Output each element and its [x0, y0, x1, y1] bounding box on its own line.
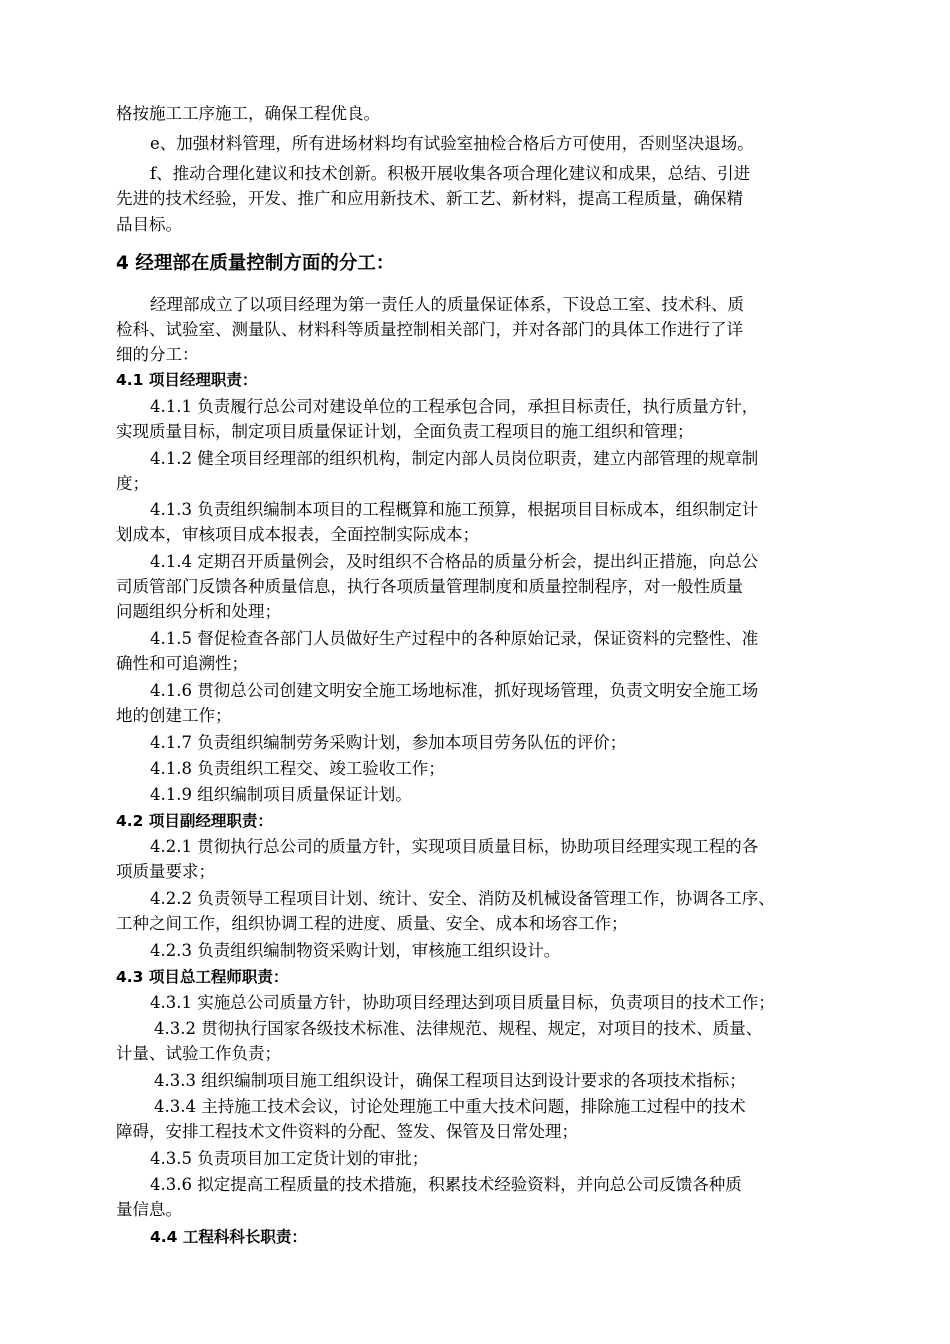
body-text-line: 检科、试验室、测量队、材料科等质量控制相关部门，并对各部门的具体工作进行了详: [116, 320, 743, 339]
body-text-line: 工种之间工作，组织协调工程的进度、质量、安全、成本和场容工作；: [116, 914, 628, 933]
body-text-line: 4.1.4 定期召开质量例会，及时组织不合格品的质量分析会，提出纠正措施，向总公: [150, 552, 759, 571]
body-text-line: 量信息。: [116, 1200, 182, 1219]
body-text-line: 4.3.4 主持施工技术会议，讨论处理施工中重大技术问题，排除施工过程中的技术: [154, 1097, 746, 1116]
body-text-line: 4.1.5 督促检查各部门人员做好生产过程中的各种原始记录，保证资料的完整性、准: [150, 629, 759, 648]
body-text-line: 项质量要求；: [116, 862, 215, 881]
body-text-line: 度；: [116, 474, 149, 493]
subsection-heading: 4.1 项目经理职责：: [116, 371, 258, 389]
body-text-line: 4.1.6 贯彻总公司创建文明安全施工场地标准，抓好现场管理，负责文明安全施工场: [150, 681, 759, 700]
body-text-line: f、推动合理化建议和技术创新。积极开展收集各项合理化建议和成果，总结、引进: [150, 164, 751, 183]
body-text-line: 4.3.5 负责项目加工定货计划的审批；: [150, 1149, 429, 1168]
body-text-line: 4.3.3 组织编制项目施工组织设计，确保工程项目达到设计要求的各项技术指标；: [154, 1071, 746, 1090]
body-text-line: 细的分工：: [116, 345, 199, 364]
section-heading: 4 经理部在质量控制方面的分工：: [116, 253, 395, 274]
body-text-line: 计量、试验工作负责；: [116, 1044, 281, 1063]
body-text-line: 实现质量目标，制定项目质量保证计划，全面负责工程项目的施工组织和管理；: [116, 422, 694, 441]
body-text-line: 4.3.1 实施总公司质量方针，协助项目经理达到项目质量目标，负责项目的技术工作；: [150, 993, 775, 1012]
body-text-line: 品目标。: [116, 215, 182, 234]
body-text-line: 格按施工工序施工，确保工程优良。: [116, 104, 380, 123]
subsection-heading: 4.4 工程科科长职责：: [150, 1228, 307, 1246]
body-text-line: 障碍，安排工程技术文件资料的分配、签发、保管及日常处理；: [116, 1122, 578, 1141]
body-text-line: 4.2.2 负责领导工程项目计划、统计、安全、消防及机械设备管理工作，协调各工序、: [150, 889, 775, 908]
body-text-line: e、加强材料管理，所有进场材料均有试验室抽检合格后方可使用，否则坚决退场。: [150, 134, 754, 153]
body-text-line: 4.2.3 负责组织编制物资采购计划，审核施工组织设计。: [150, 941, 561, 960]
body-text-line: 司质管部门反馈各种质量信息，执行各项质量管理制度和质量控制程序，对一般性质量: [116, 577, 743, 596]
body-text-line: 问题组织分析和处理；: [116, 602, 281, 621]
body-text-line: 4.1.2 健全项目经理部的组织机构，制定内部人员岗位职责，建立内部管理的规章制: [150, 449, 759, 468]
body-text-line: 经理部成立了以项目经理为第一责任人的质量保证体系，下设总工室、技术科、质: [150, 295, 744, 314]
body-text-line: 4.1.8 负责组织工程交、竣工验收工作；: [150, 759, 445, 778]
body-text-line: 4.3.2 贯彻执行国家各级技术标准、法律规范、规程、规定，对项目的技术、质量、: [154, 1019, 763, 1038]
body-text-line: 先进的技术经验，开发、推广和应用新技术、新工艺、新材料，提高工程质量，确保精: [116, 189, 743, 208]
subsection-heading: 4.3 项目总工程师职责：: [116, 968, 289, 986]
body-text-line: 4.1.1 负责履行总公司对建设单位的工程承包合同，承担目标责任，执行质量方针，: [150, 397, 759, 416]
subsection-heading: 4.2 项目副经理职责：: [116, 812, 273, 830]
body-text-line: 4.2.1 贯彻执行总公司的质量方针，实现项目质量目标，协助项目经理实现工程的各: [150, 837, 759, 856]
body-text-line: 4.1.3 负责组织编制本项目的工程概算和施工预算，根据项目目标成本，组织制定计: [150, 500, 759, 519]
body-text-line: 确性和可追溯性；: [116, 654, 248, 673]
body-text-line: 4.3.6 拟定提高工程质量的技术措施，积累技术经验资料，并向总公司反馈各种质: [150, 1175, 742, 1194]
body-text-line: 划成本，审核项目成本报表，全面控制实际成本；: [116, 525, 479, 544]
body-text-line: 4.1.9 组织编制项目质量保证计划。: [150, 785, 412, 804]
body-text-line: 地的创建工作；: [116, 706, 232, 725]
body-text-line: 4.1.7 负责组织编制劳务采购计划，参加本项目劳务队伍的评价；: [150, 733, 627, 752]
